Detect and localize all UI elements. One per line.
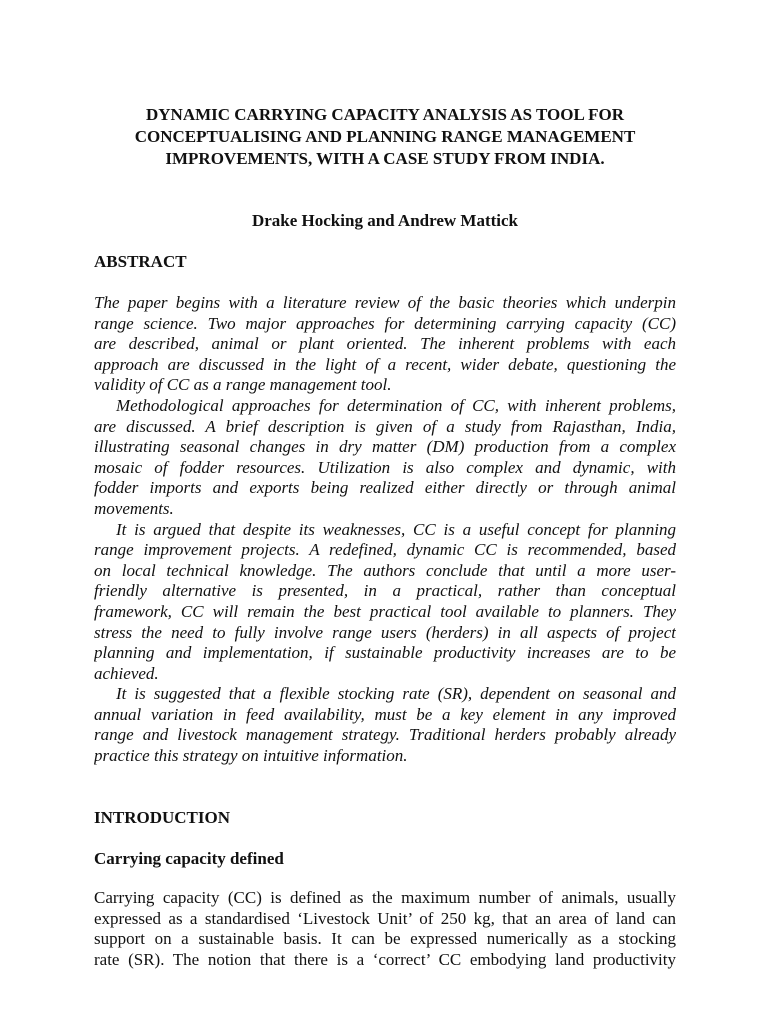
body-paragraph <box>94 888 676 970</box>
body-line: Carrying capacity (CC) is defined as the maximum number of animals, usually <box>94 888 676 907</box>
abstract-line: It is argued that despite its weaknesses, CC is a useful concept for planning <box>116 519 676 539</box>
abstract-line: are discussed. A brief description is given of a study from Rajasthan, India, <box>94 416 676 436</box>
abstract-line: Methodological approaches for determination of CC, with inherent problems, <box>116 395 676 415</box>
abstract-line: are described, animal or plant oriented. The inherent problems with each <box>94 334 676 354</box>
abstract-line: framework, CC will remain the best practical tool available to planners. They <box>94 601 676 621</box>
body-line: support on a sustainable basis. It can be expressed numerically as a stocking <box>94 929 676 949</box>
abstract-line: on local technical knowledge. The authors conclude that until a more user- <box>94 560 676 580</box>
abstract-line: mosaic of fodder resources. Utilization is also complex and dynamic, with <box>94 457 676 477</box>
abstract-line: range and livestock management strategy. Traditional herders probably already <box>94 725 676 745</box>
abstract-line: It is suggested that a flexible stocking rate (SR), dependent on seasonal and <box>116 684 676 704</box>
title-line: CONCEPTUALISING AND PLANNING RANGE MANAGEMENT <box>134 127 636 146</box>
abstract-body <box>94 293 676 767</box>
title-line: DYNAMIC CARRYING CAPACITY ANALYSIS AS TOOL FOR <box>145 105 624 124</box>
body-line: rate (SR). The notion that there is a ‘correct’ CC embodying land productivity <box>94 949 676 969</box>
authors: Drake Hocking and Andrew Mattick <box>251 211 519 230</box>
abstract-line: fodder imports and exports being realized either directly or through animal <box>94 478 676 498</box>
abstract-line: range science. Two major approaches for determining carrying capacity (CC) <box>94 313 676 333</box>
title-line: IMPROVEMENTS, WITH A CASE STUDY FROM INDIA. <box>165 149 605 168</box>
abstract-line: validity of CC as a range management tool. <box>94 375 392 395</box>
abstract-line: annual variation in feed availability, must be a key element in any improved <box>94 704 676 724</box>
body-line: expressed as a standardised ‘Livestock Unit’ of 250 kg, that an area of land can <box>94 908 676 928</box>
abstract-line: friendly alternative is presented, in a practical, rather than conceptual <box>94 581 676 601</box>
abstract-line: range improvement projects. A redefined, dynamic CC is recommended, based <box>94 540 676 560</box>
abstract-line: achieved. <box>94 663 159 683</box>
abstract-line: approach are discussed in the light of a recent, wider debate, questioning the <box>94 354 676 374</box>
abstract-line: illustrating seasonal changes in dry matter (DM) production from a complex <box>94 437 676 457</box>
abstract-line: planning and implementation, if sustainable productivity increases are to be <box>94 643 676 663</box>
abstract-heading: ABSTRACT <box>94 252 187 271</box>
section-subheading: Carrying capacity defined <box>94 849 284 868</box>
abstract-line: stress the need to fully involve range users (herders) in all aspects of project <box>94 622 676 642</box>
paper-title <box>94 104 676 170</box>
abstract-line: movements. <box>94 498 174 518</box>
abstract-line: practice this strategy on intuitive information. <box>94 746 408 766</box>
introduction-heading: INTRODUCTION <box>94 808 231 827</box>
abstract-line: The paper begins with a literature review of the basic theories which underpin <box>94 293 676 312</box>
